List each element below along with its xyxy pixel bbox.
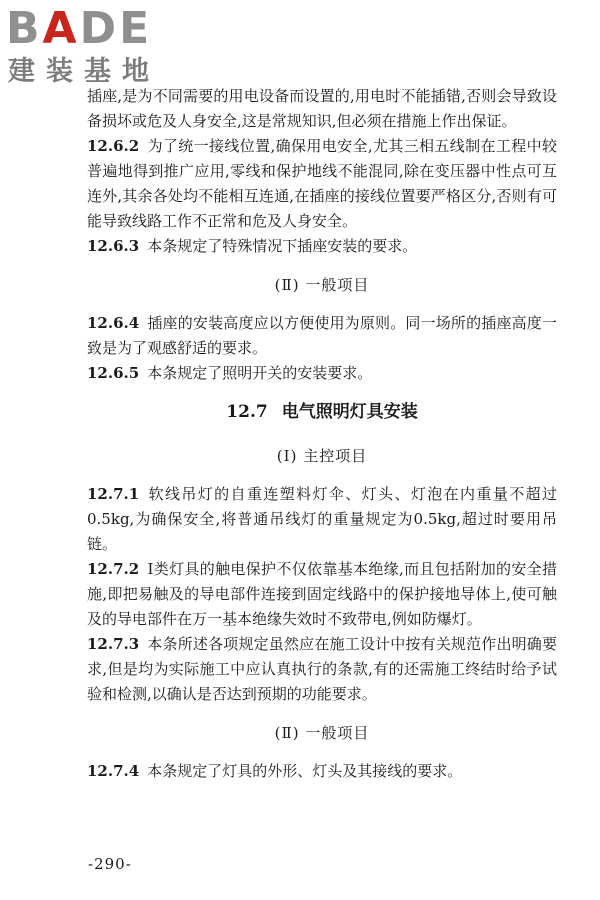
clause-12-6-3 [87,234,557,259]
clause-text: 本条规定了照明开关的安装要求。 [147,364,373,382]
clause-number: 12.6.3 [87,237,140,255]
paragraph-continued [87,84,557,134]
clause-12-6-5 [87,361,557,386]
clause-text: 软线吊灯的自重连塑料灯伞、灯头、灯泡在内重量不超过0.5kg,为确保安全,将普通吊线灯的重量规定为0.5kg,超过时要用吊链。 [87,485,557,553]
clause-12-7-4 [87,759,557,784]
clause-text: 插座的安装高度应以方便使用为原则。同一场所的插座高度一致是为了观感舒适的要求。 [87,314,557,357]
page-body [87,84,557,784]
section-title [87,398,557,426]
logo-wordmark [6,4,152,54]
clause-text: 本条规定了特殊情况下插座安装的要求。 [147,237,418,255]
clause-number: 12.7.1 [87,485,140,503]
page-number: -290- [88,855,132,873]
clause-12-6-4 [87,311,557,361]
logo-chinese-name: 建装基地 [8,56,160,87]
logo-letters-de: DE [79,3,153,54]
clause-text: 本条所述各项规定虽然应在施工设计中按有关规范作出明确要求,但是均为实际施工中应认真执行的条款,有的还需施工终结时给予试验和检测,以确认是否达到预期的功能要求。 [87,635,557,703]
paragraph-text: 插座,是为不同需要的用电设备而设置的,用电时不能插错,否则会导致设备损坏或危及人身安全,这是常规知识,但必须在措施上作出保证。 [87,87,557,130]
clause-number: 12.6.2 [87,137,140,155]
clause-12-7-2 [87,557,557,632]
clause-12-7-3 [87,632,557,707]
clause-number: 12.6.4 [87,314,140,332]
clause-text: 为了统一接线位置,确保用电安全,尤其三相五线制在工程中较普遍地得到推广应用,零线和保护地线不能混同,除在变压器中性点可互连外,其余各处均不能相互连通,在插座的接线位置要严格区分,否则有可能导致线路工作不正常和危及人身安全。 [87,137,557,230]
subheading-general-items-2: (Ⅱ) 一般项目 [274,724,370,742]
clause-number: 12.6.5 [87,364,140,382]
clause-12-6-2 [87,134,557,234]
clause-text: 本条规定了灯具的外形、灯头及其接线的要求。 [147,762,463,780]
logo-letter-a: A [42,3,80,54]
subheading-general-items: (Ⅱ) 一般项目 [274,276,370,294]
clause-12-7-1 [87,482,557,557]
clause-text: Ⅰ类灯具的触电保护不仅依靠基本绝缘,而且包括附加的安全措施,即把易触及的导电部件连接到固定线路中的保护接地导体上,使可触及的导电部件在万一基本绝缘失效时不致带电,例如防爆灯。 [87,560,557,628]
clause-number: 12.7.2 [87,560,140,578]
clause-number: 12.7.3 [87,635,140,653]
logo-letter-b: B [6,3,43,54]
section-title-text: 电气照明灯具安装 [281,402,418,422]
clause-number: 12.7.4 [87,762,140,780]
subheading-main-control-items: (Ⅰ) 主控项目 [276,447,368,465]
watermark-logo [6,4,181,94]
section-number: 12.7 [226,402,268,422]
